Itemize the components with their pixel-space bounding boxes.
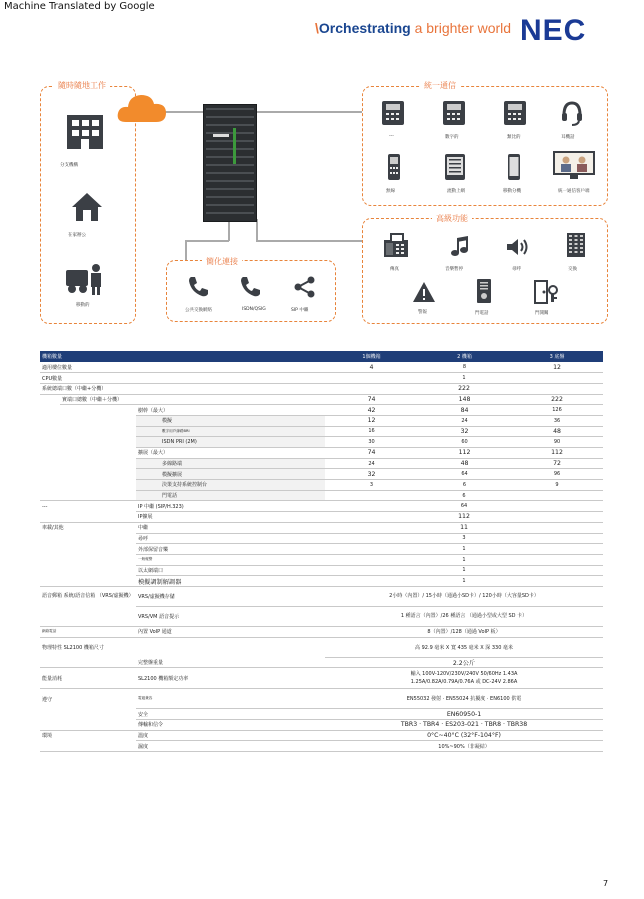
table-row <box>40 576 603 587</box>
row-label: 適用樓位數量 <box>40 362 325 373</box>
cell-value: 1 <box>325 554 603 565</box>
row-label: ISDN PRI (2M) <box>136 437 325 448</box>
table-row <box>40 394 603 405</box>
cell-value: 64 <box>418 469 511 480</box>
fax-icon <box>383 232 409 258</box>
table-row <box>40 437 603 448</box>
cell-value: 1 <box>325 373 603 384</box>
cell-value: 8（內置）/128（通過 VoIP 板） <box>325 626 603 637</box>
cell-value: 96 <box>511 469 603 480</box>
cell-value: 74 <box>325 394 418 405</box>
row-sublabel: VRS/VM 語音提示 <box>136 606 325 626</box>
cell-value: 12 <box>511 362 603 373</box>
tagline-bold: Orchestrating <box>318 20 411 36</box>
row-sublabel: VRS/虛擬機存儲 <box>136 586 325 606</box>
analog-phone-icon <box>503 100 527 126</box>
table-row <box>40 689 603 709</box>
mobile-extension-label: 移動分機 <box>503 189 521 194</box>
cell-value: 222 <box>325 383 603 394</box>
header-1-chassis: 1個機箱 <box>325 351 418 362</box>
tagline <box>315 20 511 36</box>
row-label: 模擬擴展 <box>136 469 325 480</box>
cell-value: 9 <box>511 480 603 491</box>
work-anywhere-title: 隨時隨地工作 <box>54 80 110 91</box>
row-label: 環境 <box>42 733 53 740</box>
uc-client-label: 統一通信客戶端 <box>558 189 590 194</box>
row-sublabel: 以太網端口 <box>136 565 325 576</box>
analog-phone-label: 類比的 <box>507 135 521 140</box>
isdn-qsig-label: ISDN/QSIG <box>242 307 266 312</box>
row-label: 決策支持系統控制台 <box>136 480 325 491</box>
phone-label-1: --- <box>389 134 394 139</box>
row-sublabel: 傳輸和信令 <box>136 720 325 731</box>
cell-value: 3 <box>325 480 418 491</box>
door-switch-icon <box>534 280 560 304</box>
row-sublabel: 尋呼 <box>136 533 325 544</box>
connector-line <box>256 240 362 242</box>
table-row <box>40 522 603 533</box>
table-row <box>40 458 603 469</box>
row-sublabel: 一般報警 <box>136 554 325 565</box>
table-row <box>40 720 603 731</box>
table-header-row <box>40 351 603 362</box>
home-icon <box>71 192 103 222</box>
connector-line <box>185 240 229 242</box>
row-label: 物理特性 SL2100 機箱尺寸 <box>42 644 104 651</box>
office-building-icon <box>65 113 105 151</box>
unified-comm-title: 統一通信 <box>420 80 460 91</box>
smartphone-icon <box>507 153 521 181</box>
cell-value: 10%~90%（非凝結） <box>325 741 603 752</box>
headset-label: 耳機話 <box>561 135 575 140</box>
branch-office-label: 分支機構 <box>60 163 78 168</box>
cell-value: TBR3 · TBR4 · ES203-021 · TBR8 · TBR38 <box>325 720 603 731</box>
cell-value: 48 <box>418 458 511 469</box>
table-row <box>40 415 603 426</box>
cell-value: 64 <box>325 501 603 512</box>
cell-value: 90 <box>511 437 603 448</box>
connector-line <box>256 111 362 113</box>
table-row <box>40 362 603 373</box>
row-label: 模擬 <box>136 415 325 426</box>
table-row <box>40 637 603 657</box>
table-row <box>40 554 603 565</box>
table-row <box>40 544 603 555</box>
table-row <box>40 501 603 512</box>
cell-value: 0°C~40°C (32°F-104°F) <box>325 730 603 741</box>
home-office-label: 在家辦公 <box>68 233 86 238</box>
header-chassis-count: 機箱數量 <box>40 351 325 362</box>
cell-value: 3 <box>325 533 603 544</box>
cloud-icon <box>116 92 168 124</box>
connector-line <box>185 240 187 260</box>
cell-value: 1 <box>325 576 603 587</box>
row-label: 系統總端口數（中繼+分機） <box>40 383 325 394</box>
row-label: 實端口總數（中繼＋分機） <box>60 394 325 405</box>
row-label: 語音郵箱 系統/語音信箱 （VRS/虛擬機） <box>42 593 134 600</box>
cell-value: 6 <box>418 480 511 491</box>
table-row <box>40 626 603 637</box>
table-row <box>40 657 603 668</box>
mobile-worker-icon <box>64 262 106 296</box>
header-2-chassis: 2 機箱 <box>418 351 511 362</box>
nec-logo: NEC <box>520 14 587 47</box>
door-phone-label: 門電話 <box>475 311 489 316</box>
row-label: 遵守 <box>42 696 53 703</box>
headset-icon <box>560 100 584 126</box>
row-label: 擴展（最大） <box>136 448 325 459</box>
row-label: 數字用戶線路BRI <box>136 426 325 437</box>
music-note-icon <box>451 236 469 258</box>
door-phone-icon <box>476 278 492 304</box>
row-label: --- <box>42 503 48 510</box>
table-row <box>40 668 603 689</box>
advanced-features-title: 高級功能 <box>432 213 472 224</box>
fax-label: 傳真 <box>390 267 399 272</box>
cell-value: 84 <box>418 405 511 416</box>
row-sublabel: 模擬調制解調器 <box>136 576 325 587</box>
cell-value: 112 <box>325 512 603 523</box>
digital-phone-label: 數字的 <box>445 135 459 140</box>
table-row <box>40 741 603 752</box>
cell-value: 1 <box>325 565 603 576</box>
table-row <box>40 709 603 720</box>
wireless-label: 無線 <box>386 189 395 194</box>
mobile-internet-label: 流動上網 <box>447 189 465 194</box>
cell-value: 74 <box>325 448 418 459</box>
cell-value: 11 <box>325 522 603 533</box>
table-row <box>40 383 603 394</box>
row-sublabel: 安全 <box>136 709 325 720</box>
row-label: 能量消耗 <box>40 668 136 689</box>
wireless-handset-icon <box>387 153 401 181</box>
row-sublabel: 完整盤重量 <box>136 657 325 668</box>
cell-value: 112 <box>511 448 603 459</box>
row-label: CPU數量 <box>40 373 325 384</box>
table-row <box>40 565 603 576</box>
cell-value: 16 <box>325 426 418 437</box>
switchboard-icon <box>566 232 586 258</box>
row-label: 車載/其他 <box>42 525 64 532</box>
table-row <box>40 373 603 384</box>
alarm-warning-icon <box>412 281 436 303</box>
table-row <box>40 533 603 544</box>
table-row <box>40 426 603 437</box>
cell-value: 32 <box>325 469 418 480</box>
connector-line <box>256 219 258 241</box>
table-row <box>40 490 603 501</box>
page-number: 7 <box>603 879 609 888</box>
sip-trunk-label: SIP 中繼 <box>291 308 309 313</box>
cell-value: 2.2公斤 <box>325 657 603 668</box>
cell-value: 36 <box>511 415 603 426</box>
cell-value: 42 <box>325 405 418 416</box>
tablet-icon <box>444 153 466 181</box>
cell-value: 126 <box>511 405 603 416</box>
row-sublabel: 溫度 <box>136 730 325 741</box>
cell-value: 24 <box>325 458 418 469</box>
cell-value: 72 <box>511 458 603 469</box>
cell-value: 1 種語言（內置）/26 種語言 （通過小型或大型 SD 卡） <box>325 606 603 626</box>
row-sublabel: IP擴展 <box>136 512 325 523</box>
cell-value: 4 <box>325 362 418 373</box>
cell-value: 2小時（內置）/ 15小時（通過小SD卡）/ 120小時（大容量SD卡） <box>325 586 603 606</box>
cell-value: EN60950-1 <box>325 709 603 720</box>
table-row <box>40 469 603 480</box>
cell-value: 112 <box>418 448 511 459</box>
cell-value: 24 <box>418 415 511 426</box>
pbx-system-unit <box>203 104 257 222</box>
row-label: 多線路端 <box>136 458 325 469</box>
table-row <box>40 512 603 523</box>
cell-value: 6 <box>325 490 603 501</box>
table-row <box>40 448 603 459</box>
digital-phone-icon <box>442 100 466 126</box>
pstn-label: 公共交換網絡 <box>185 308 212 313</box>
cell-value: 1 <box>325 544 603 555</box>
cell-value: 8 <box>418 362 511 373</box>
table-row <box>40 405 603 416</box>
music-on-hold-label: 音樂暫停 <box>445 267 463 272</box>
cell-value: 輸入 100V-120V/230V/240V 50/60Hz 1.43A 1.25A/0.82A/0.79A/0.76A 或 DC-24V 2.86A <box>325 668 603 689</box>
row-sublabel: 濕度 <box>136 741 325 752</box>
share-network-icon <box>294 276 316 298</box>
table-row <box>40 586 603 606</box>
mobile-label: 移動的 <box>76 303 90 308</box>
door-switch-label: 門開關 <box>535 311 549 316</box>
row-sublabel: 內置 VoIP 通道 <box>136 626 325 637</box>
row-sublabel: 中繼 <box>136 522 325 533</box>
row-sublabel: 電磁兼容 <box>136 689 325 709</box>
cell-value: 32 <box>418 426 511 437</box>
alarm-label: 警報 <box>418 310 427 315</box>
simplified-connection-title: 簡化連接 <box>202 256 242 267</box>
cell-value: 60 <box>418 437 511 448</box>
cell-value: 30 <box>325 437 418 448</box>
cell-value: 高 92.9 毫米 X 寬 435 毫米 X 深 330 毫米 <box>325 637 603 657</box>
spec-table <box>40 351 603 752</box>
ip-phone-icon <box>381 100 405 126</box>
row-sublabel: 外部保留音樂 <box>136 544 325 555</box>
connector-line <box>228 219 230 241</box>
table-row <box>40 480 603 491</box>
cell-value: 148 <box>418 394 511 405</box>
speaker-icon <box>506 237 530 257</box>
table-row <box>40 606 603 626</box>
cell-value: 48 <box>511 426 603 437</box>
row-sublabel: SL2100 機箱額定功率 <box>136 668 325 689</box>
row-sublabel: IP 中繼 (SIP/H.323) <box>136 501 325 512</box>
uc-client-monitor-icon <box>552 150 596 180</box>
table-row <box>40 730 603 741</box>
cell-value: 12 <box>325 415 418 426</box>
tagline-rest: a brighter world <box>414 20 512 36</box>
row-label: 樹幹（最大） <box>136 405 325 416</box>
header-3-chassis: 3 底盤 <box>511 351 603 362</box>
telephone-handset-icon <box>187 276 209 298</box>
telephone-handset-icon-2 <box>239 276 261 298</box>
cell-value: EN55032 發射 · EN55024 抗擾度 · EN6100 供電 <box>325 689 603 709</box>
cell-value: 222 <box>511 394 603 405</box>
row-label: 網絡電話 <box>40 626 136 637</box>
switching-label: 交換 <box>568 267 577 272</box>
row-label: 門電話 <box>136 490 325 501</box>
machine-translated-label: Machine Translated by Google <box>4 1 155 12</box>
tagline-slash: \ <box>315 20 319 36</box>
paging-label: 尋呼 <box>512 267 521 272</box>
